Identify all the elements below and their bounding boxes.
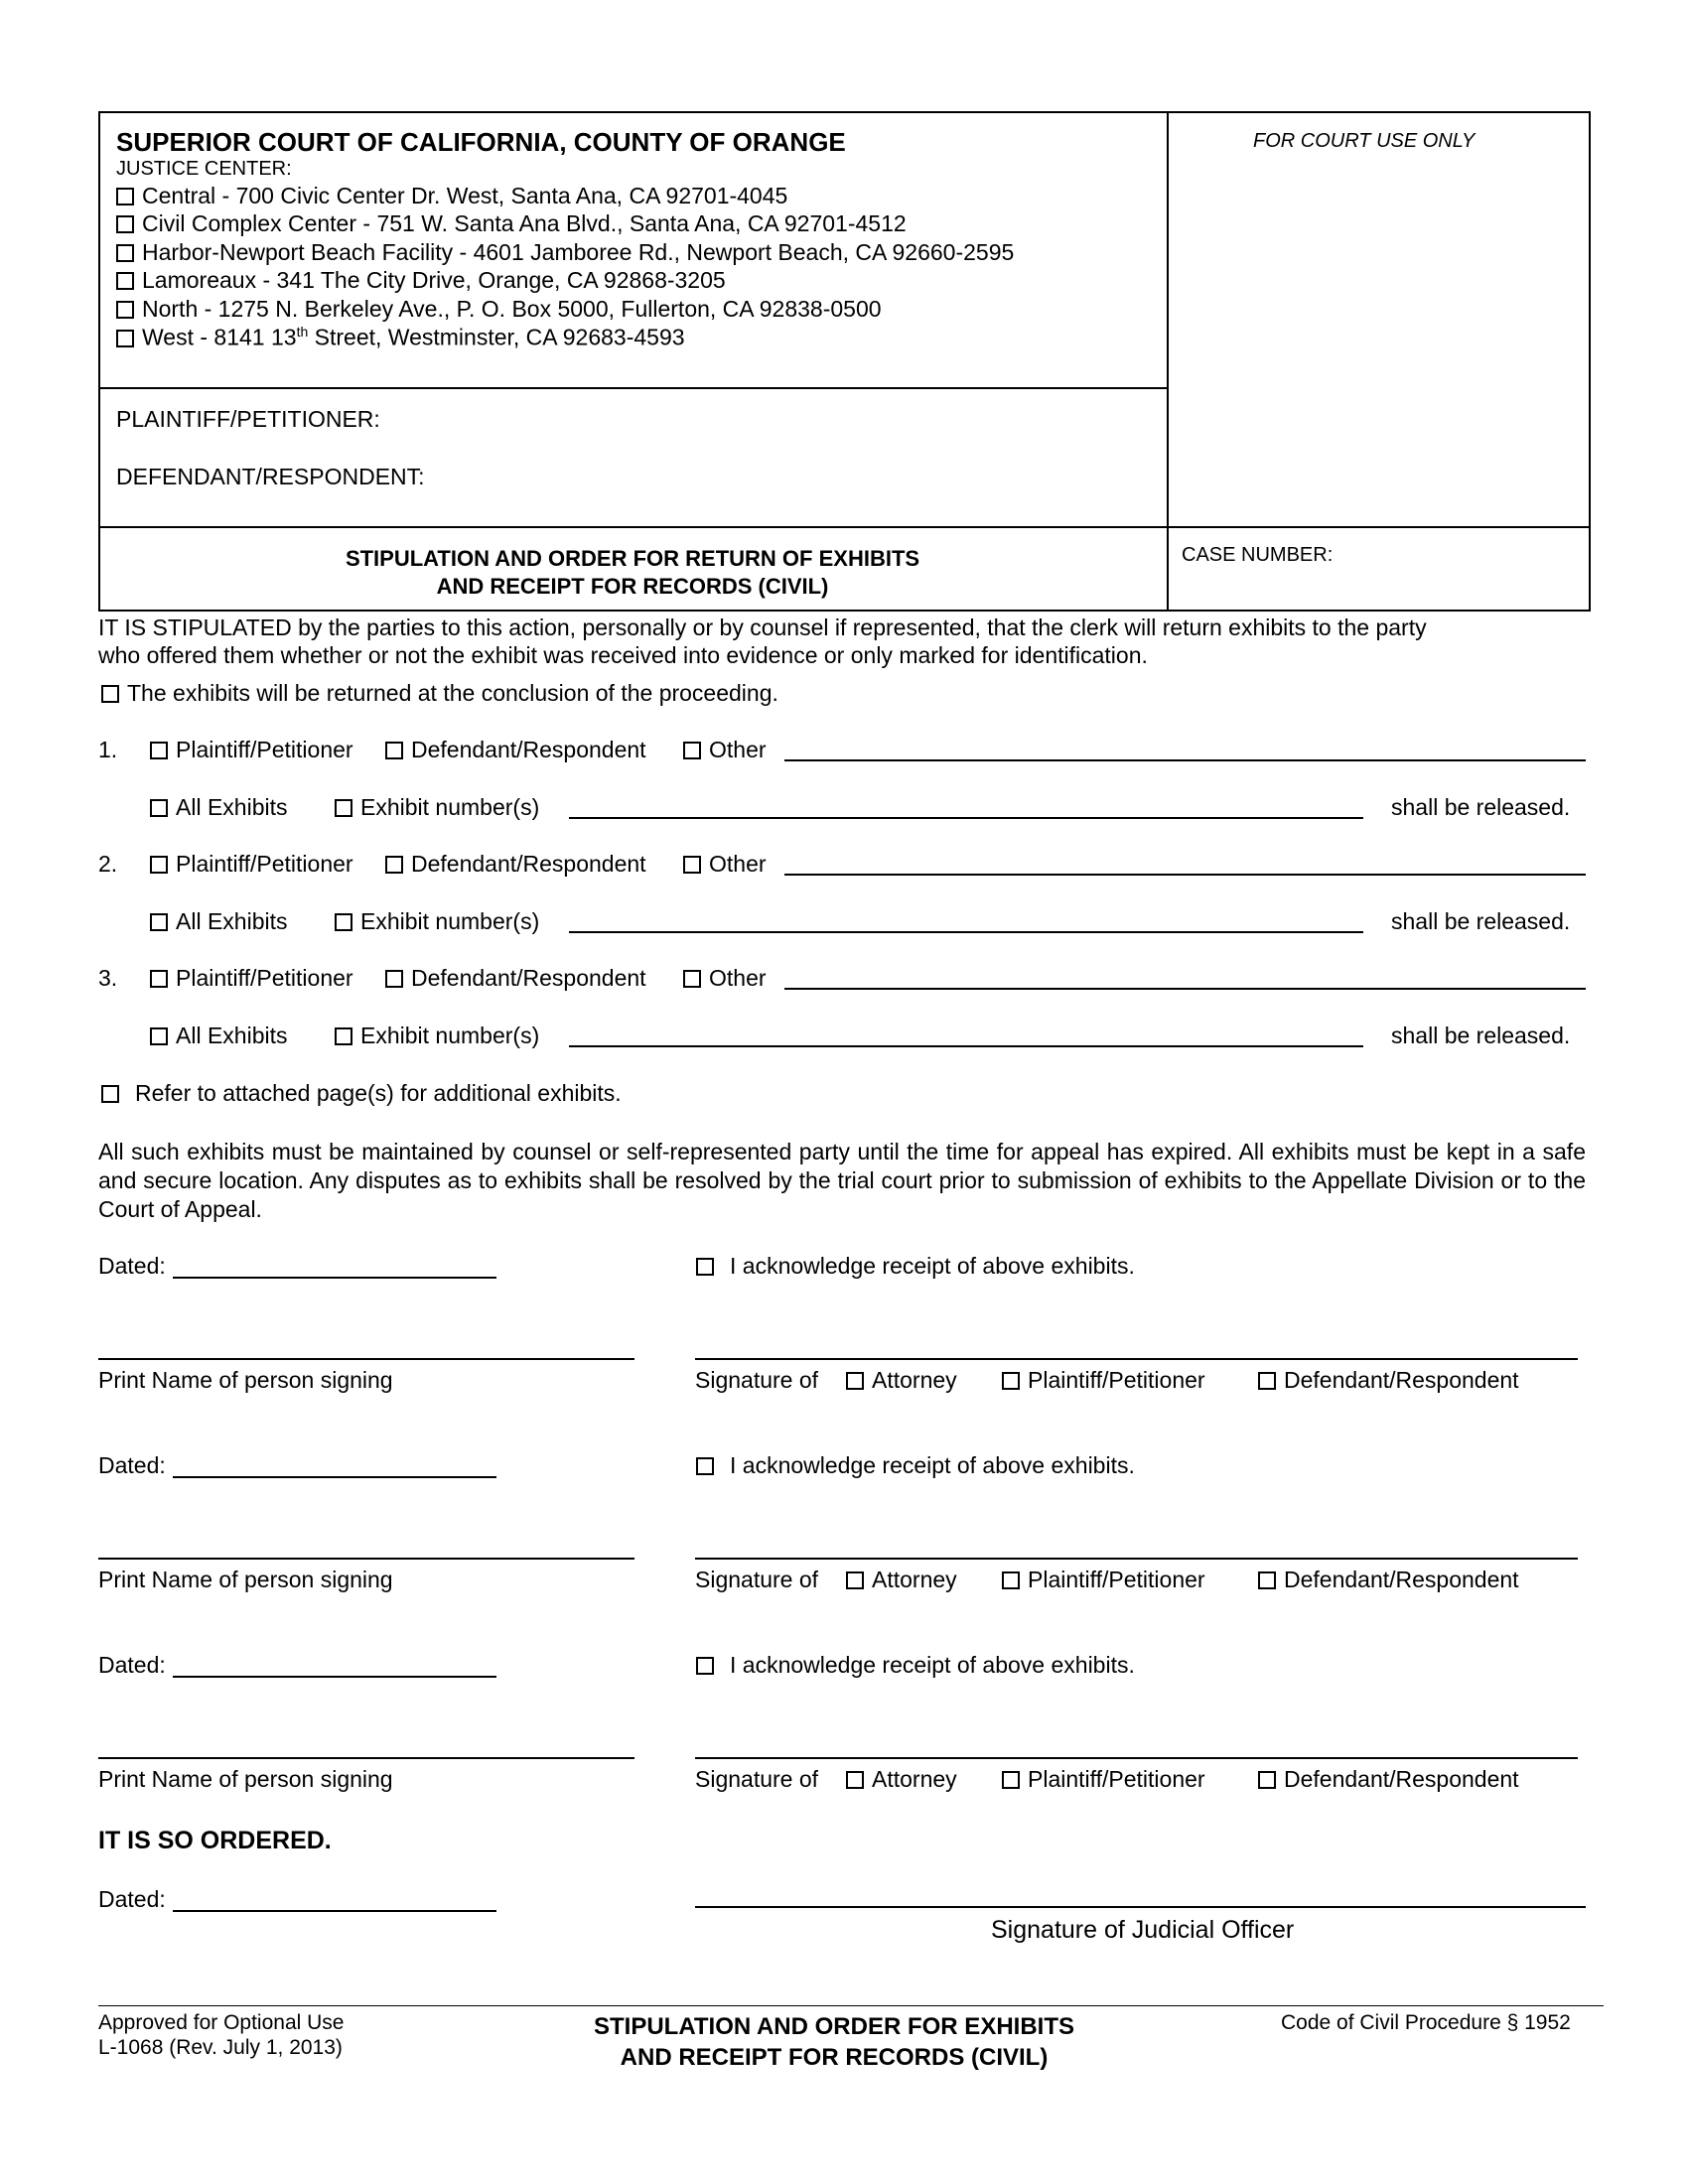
- item-number: 3.: [98, 965, 118, 991]
- checkbox[interactable]: [116, 244, 134, 262]
- print-name-label: Print Name of person signing: [98, 1367, 393, 1393]
- dated-field[interactable]: [173, 1277, 496, 1279]
- role-option-defendant[interactable]: Defendant/Respondent: [1258, 1367, 1519, 1394]
- other-party-field[interactable]: [784, 759, 1586, 761]
- role-option-plaintiff[interactable]: Plaintiff/Petitioner: [1002, 1567, 1205, 1593]
- checkbox[interactable]: [335, 799, 352, 817]
- exhibit-numbers-field[interactable]: [569, 931, 1363, 933]
- print-name-field[interactable]: [98, 1757, 634, 1759]
- checkbox[interactable]: [101, 1085, 119, 1103]
- checkbox[interactable]: [150, 856, 168, 874]
- stipulation-text-line2: who offered them whether or not the exhibit was received into evidence or only marked for identification.: [98, 642, 1148, 668]
- defendant-label: DEFENDANT/RESPONDENT:: [116, 464, 425, 489]
- exhibit-option-all[interactable]: All Exhibits: [150, 908, 287, 935]
- checkbox[interactable]: [116, 301, 134, 319]
- released-text: shall be released.: [1391, 794, 1571, 820]
- conclusion-option[interactable]: The exhibits will be returned at the conclusion of the proceeding.: [101, 680, 778, 707]
- plaintiff-label: PLAINTIFF/PETITIONER:: [116, 406, 380, 432]
- order-dated-field[interactable]: [173, 1910, 496, 1912]
- footer-approved: Approved for Optional Use: [98, 2011, 345, 2034]
- role-option-plaintiff[interactable]: Plaintiff/Petitioner: [1002, 1367, 1205, 1394]
- justice-center-label: JUSTICE CENTER:: [116, 158, 292, 180]
- acknowledge-option[interactable]: I acknowledge receipt of above exhibits.: [696, 1652, 1135, 1679]
- dated-label: Dated:: [98, 1652, 166, 1678]
- checkbox[interactable]: [150, 913, 168, 931]
- form-title: STIPULATION AND ORDER FOR RETURN OF EXHIBITS AND RECEIPT FOR RECORDS (CIVIL): [345, 546, 920, 599]
- caption-divider-parties: [98, 387, 1167, 389]
- judicial-signature-field[interactable]: [695, 1906, 1586, 1908]
- party-option-defendant[interactable]: Defendant/Respondent: [385, 851, 646, 878]
- checkbox[interactable]: [846, 1372, 864, 1390]
- checkbox[interactable]: [1002, 1372, 1020, 1390]
- checkbox[interactable]: [385, 856, 403, 874]
- role-option-attorney[interactable]: Attorney: [846, 1766, 957, 1793]
- party-option-other[interactable]: Other: [683, 737, 767, 763]
- exhibit-numbers-field[interactable]: [569, 817, 1363, 819]
- checkbox[interactable]: [846, 1771, 864, 1789]
- checkbox[interactable]: [150, 742, 168, 759]
- party-option-defendant[interactable]: Defendant/Respondent: [385, 965, 646, 992]
- other-party-field[interactable]: [784, 988, 1586, 990]
- court-use-only: FOR COURT USE ONLY: [1253, 130, 1476, 152]
- checkbox[interactable]: [1002, 1571, 1020, 1589]
- checkbox[interactable]: [1258, 1771, 1276, 1789]
- print-name-label: Print Name of person signing: [98, 1766, 393, 1792]
- checkbox[interactable]: [683, 742, 701, 759]
- checkbox[interactable]: [101, 685, 119, 703]
- acknowledge-option[interactable]: I acknowledge receipt of above exhibits.: [696, 1452, 1135, 1479]
- order-dated-label: Dated:: [98, 1886, 166, 1912]
- dated-label: Dated:: [98, 1452, 166, 1478]
- checkbox[interactable]: [696, 1657, 714, 1675]
- released-text: shall be released.: [1391, 1023, 1571, 1048]
- other-party-field[interactable]: [784, 874, 1586, 876]
- party-option-other[interactable]: Other: [683, 851, 767, 878]
- so-ordered-heading: IT IS SO ORDERED.: [98, 1827, 332, 1854]
- stipulation-text-line1: IT IS STIPULATED by the parties to this action, personally or by counsel if represented, that the clerk will return exhibits to the party: [98, 614, 1427, 640]
- acknowledge-option[interactable]: I acknowledge receipt of above exhibits.: [696, 1253, 1135, 1280]
- checkbox[interactable]: [335, 1027, 352, 1045]
- exhibit-option-numbers[interactable]: Exhibit number(s): [335, 908, 539, 935]
- checkbox[interactable]: [683, 970, 701, 988]
- checkbox[interactable]: [683, 856, 701, 874]
- footer-rule: [98, 2005, 1604, 2006]
- role-option-attorney[interactable]: Attorney: [846, 1567, 957, 1593]
- footer-code-reference: Code of Civil Procedure § 1952: [1281, 2011, 1571, 2034]
- checkbox[interactable]: [846, 1571, 864, 1589]
- item-number: 2.: [98, 851, 118, 877]
- exhibit-option-numbers[interactable]: Exhibit number(s): [335, 1023, 539, 1049]
- checkbox[interactable]: [116, 188, 134, 205]
- checkbox[interactable]: [385, 970, 403, 988]
- case-number-label: CASE NUMBER:: [1182, 544, 1334, 566]
- maintenance-text: All such exhibits must be maintained by counsel or self-represented party until the time for appeal has expired. All exhibits must be kept in a safe and secure location. Any disputes as to exhibits shall be resolved by the trial court prior to submission of exhibits to the Appellate Division or to the Court of Appeal.: [98, 1139, 1586, 1222]
- item-number: 1.: [98, 737, 118, 762]
- checkbox[interactable]: [150, 799, 168, 817]
- center-option-lamoreaux[interactable]: Lamoreaux - 341 The City Drive, Orange, CA 92868-3205: [116, 267, 726, 294]
- center-option-north[interactable]: North - 1275 N. Berkeley Ave., P. O. Box 5000, Fullerton, CA 92838-0500: [116, 296, 882, 323]
- released-text: shall be released.: [1391, 908, 1571, 934]
- print-name-field[interactable]: [98, 1358, 634, 1360]
- exhibit-option-all[interactable]: All Exhibits: [150, 1023, 287, 1049]
- signature-of-label: Signature of: [695, 1766, 819, 1792]
- center-option-civil-complex[interactable]: Civil Complex Center - 751 W. Santa Ana Blvd., Santa Ana, CA 92701-4512: [116, 210, 907, 237]
- checkbox[interactable]: [116, 330, 134, 347]
- role-option-defendant[interactable]: Defendant/Respondent: [1258, 1567, 1519, 1593]
- dated-field[interactable]: [173, 1476, 496, 1478]
- checkbox[interactable]: [335, 913, 352, 931]
- print-name-field[interactable]: [98, 1558, 634, 1560]
- center-option-central[interactable]: Central - 700 Civic Center Dr. West, Santa Ana, CA 92701-4045: [116, 183, 787, 209]
- checkbox[interactable]: [150, 970, 168, 988]
- signature-field[interactable]: [695, 1358, 1578, 1360]
- checkbox[interactable]: [1258, 1571, 1276, 1589]
- signature-field[interactable]: [695, 1558, 1578, 1560]
- exhibit-numbers-field[interactable]: [569, 1045, 1363, 1047]
- role-option-plaintiff[interactable]: Plaintiff/Petitioner: [1002, 1766, 1205, 1793]
- party-option-plaintiff[interactable]: Plaintiff/Petitioner: [150, 737, 353, 763]
- party-option-other[interactable]: Other: [683, 965, 767, 992]
- footer-title: STIPULATION AND ORDER FOR EXHIBITS AND RECEIPT FOR RECORDS (CIVIL): [593, 2013, 1074, 2071]
- exhibit-option-all[interactable]: All Exhibits: [150, 794, 287, 821]
- refer-attached-option[interactable]: Refer to attached page(s) for additional exhibits.: [101, 1080, 622, 1107]
- checkbox[interactable]: [696, 1457, 714, 1475]
- party-option-plaintiff[interactable]: Plaintiff/Petitioner: [150, 965, 353, 992]
- party-option-defendant[interactable]: Defendant/Respondent: [385, 737, 646, 763]
- center-option-harbor[interactable]: Harbor-Newport Beach Facility - 4601 Jamboree Rd., Newport Beach, CA 92660-2595: [116, 239, 1014, 266]
- checkbox[interactable]: [385, 742, 403, 759]
- print-name-label: Print Name of person signing: [98, 1567, 393, 1592]
- checkbox[interactable]: [1002, 1771, 1020, 1789]
- judicial-signature-label: Signature of Judicial Officer: [991, 1916, 1295, 1944]
- signature-of-label: Signature of: [695, 1567, 819, 1592]
- checkbox[interactable]: [1258, 1372, 1276, 1390]
- dated-field[interactable]: [173, 1676, 496, 1678]
- checkbox[interactable]: [696, 1258, 714, 1276]
- signature-field[interactable]: [695, 1757, 1578, 1759]
- caption-divider-title: [98, 526, 1591, 528]
- party-option-plaintiff[interactable]: Plaintiff/Petitioner: [150, 851, 353, 878]
- signature-of-label: Signature of: [695, 1367, 819, 1393]
- checkbox[interactable]: [116, 215, 134, 233]
- court-name: SUPERIOR COURT OF CALIFORNIA, COUNTY OF ORANGE: [116, 127, 846, 157]
- role-option-attorney[interactable]: Attorney: [846, 1367, 957, 1394]
- dated-label: Dated:: [98, 1253, 166, 1279]
- caption-divider-vertical: [1167, 111, 1169, 612]
- checkbox[interactable]: [150, 1027, 168, 1045]
- role-option-defendant[interactable]: Defendant/Respondent: [1258, 1766, 1519, 1793]
- footer-form-number: L-1068 (Rev. July 1, 2013): [98, 2036, 343, 2059]
- center-option-west[interactable]: West - 8141 13th Street, Westminster, CA 92683-4593: [116, 324, 685, 351]
- exhibit-option-numbers[interactable]: Exhibit number(s): [335, 794, 539, 821]
- checkbox[interactable]: [116, 272, 134, 290]
